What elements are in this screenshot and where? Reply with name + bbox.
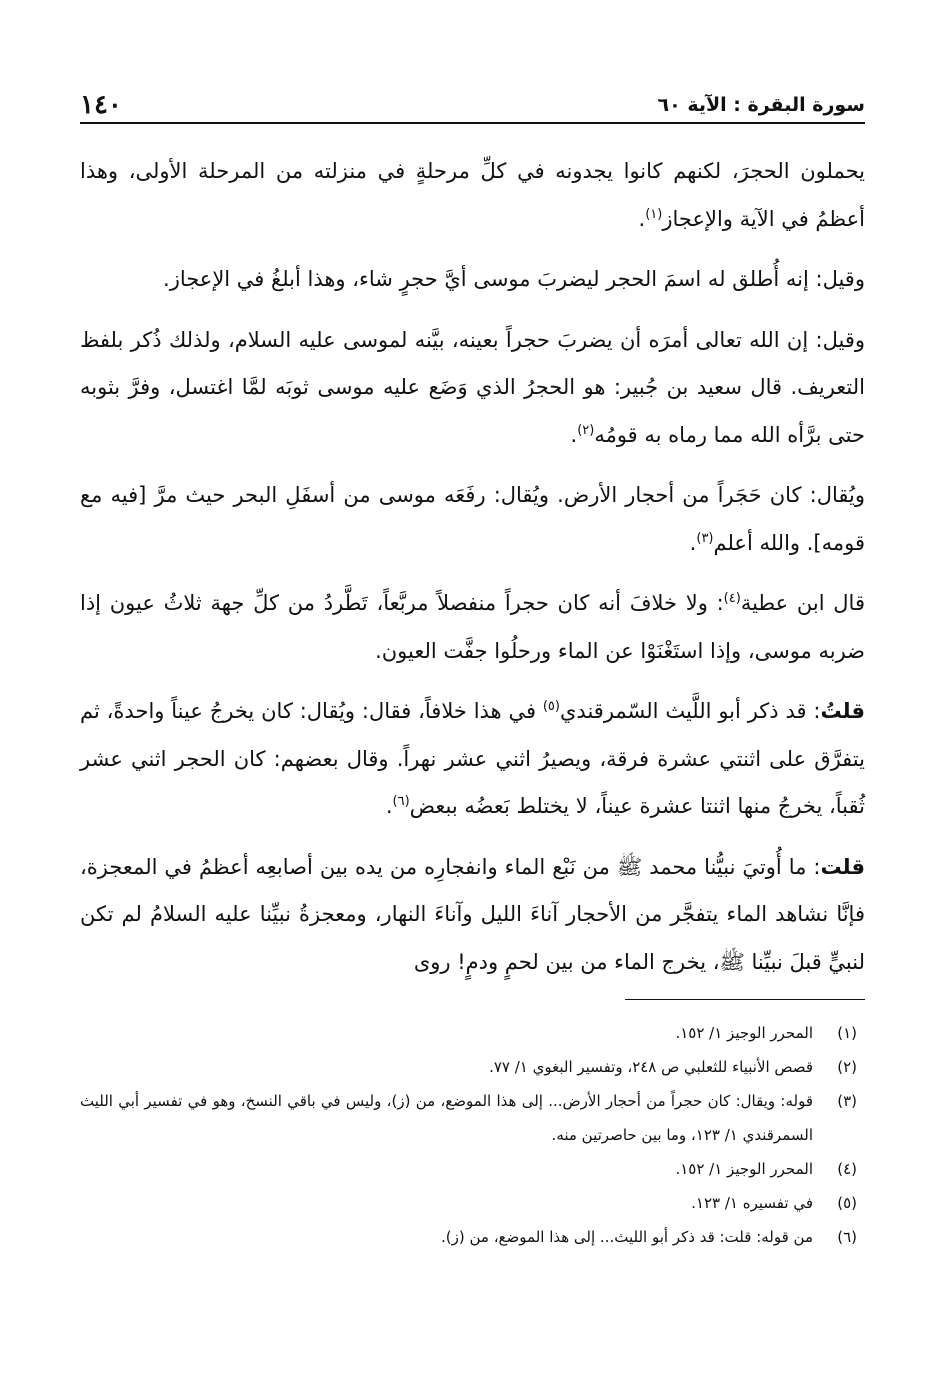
footnote-item	[80, 1084, 865, 1152]
footnote-number: (٤)	[837, 1160, 857, 1178]
footnote-number: (٣)	[837, 1092, 857, 1110]
paragraph-3	[80, 317, 865, 460]
footnote-number: (٢)	[837, 1058, 857, 1076]
footnote-item	[80, 1152, 865, 1186]
page-header	[80, 78, 865, 124]
footnote-ref[interactable]: (٦)	[392, 794, 410, 809]
footnote-number: (٥)	[837, 1194, 857, 1212]
page-number: ١٤٠	[80, 90, 122, 120]
paragraph-tail: : ولا خلافَ أنه كان حجراً منفصلاً مربَّعاً، تَطَّردُ من كلِّ جهة ثلاثُ عيون إذا ضربه موسى، وإذا استَغْنَوْا عن الماء ورحلُوا جفَّت العيون.	[80, 591, 865, 663]
paragraph-text: يحملون الحجرَ، لكنهم كانوا يجدونه في كلِّ مرحلةٍ في منزلته من المرحلة الأولى، وهذا أعظمُ في الآية والإعجاز	[80, 159, 865, 231]
paragraph-tail: .	[570, 422, 578, 447]
paragraph-text: ويُقال: كان حَجَراً من أحجار الأرض. ويُقال: رفَعَه موسى من أسفَلِ البحر حيث مرَّ [فيه مع قومه]. والله أعلم	[80, 483, 865, 555]
paragraph-tail: .	[385, 794, 393, 818]
footnote-number: (٦)	[837, 1228, 857, 1246]
paragraph-2	[80, 256, 865, 304]
footnote-ref[interactable]: (٤)	[723, 591, 741, 606]
footnote-text: قوله: ويقال: كان حجراً من أحجار الأرض... إلى هذا الموضع، من (ز)، وليس في باقي النسخ، وهو في تفسير أبي الليث السمرقندي ١/ ١٢٣، وما بين حاصرتين منه.	[80, 1092, 813, 1144]
paragraph-text: : ما أُوتيَ نبيُّنا محمد ﷺ من نَبْع الماء وانفجارِه من يده بين أصابعِه أعظمُ في المعجزة، فإنَّا نشاهد الماء يتفجَّر من الأحجار آناءَ الليل وآناءَ النهار، ومعجزةُ نبيِّنا عليه السلامُ لم تكن لنبيٍّ قبلَ نبيِّنا ﷺ، يخرج الماء من بين لحمٍ ودمٍ! روى	[80, 854, 865, 974]
main-text	[80, 148, 865, 986]
footnote-text: قصص الأنبياء للثعلبي ص ٢٤٨، وتفسير البغوي ١/ ٧٧.	[489, 1058, 813, 1076]
footnote-ref[interactable]: (٥)	[542, 699, 560, 714]
footnote-ref[interactable]: (١)	[645, 206, 663, 222]
running-title: سورة البقرة : الآية ٦٠	[657, 94, 865, 116]
footnote-item	[80, 1016, 865, 1050]
footnote-item	[80, 1050, 865, 1084]
footnote-ref[interactable]: (٣)	[696, 530, 714, 546]
paragraph-4	[80, 472, 865, 567]
paragraph-text: قال ابن عطية	[740, 591, 865, 615]
paragraph-tail: في هذا خلافاً، فقال: ويُقال: كان يخرجُ عيناً واحدةً، ثم يتفرَّق على اثنتي عشرة فرقة، ويصيرُ اثني عشر نهراً. وقال بعضهم: كان الحجر اثني عشر ثُقباً، يخرجُ منها اثنتا عشرة عيناً، لا يختلط بَعضُه ببعض	[80, 699, 865, 818]
paragraph-lead: قلتُ	[820, 699, 865, 723]
footnote-item	[80, 1186, 865, 1220]
footnote-item	[80, 1220, 865, 1254]
paragraph-tail: .	[638, 206, 646, 231]
footnote-number: (١)	[837, 1024, 857, 1042]
footnote-ref[interactable]: (٢)	[577, 422, 595, 438]
paragraph-6	[80, 688, 865, 831]
footnote-text: المحرر الوجيز ١/ ١٥٢.	[675, 1160, 813, 1178]
paragraph-text: وقيل: إن الله تعالى أمرَه أن يضربَ حجراً بعينه، بيَّنه لموسى عليه السلام، ولذلك ذُكر بلفظ التعريف. قال سعيد بن جُبير: هو الحجرُ الذي وَضَع عليه موسى ثوبَه لمَّا اغتسل، وفرَّ بثوبه حتى برَّأه الله مما رماه به قومُه	[80, 327, 865, 447]
footnote-divider	[625, 999, 865, 1000]
footnote-text: من قوله: قلت: قد ذكر أبو الليث... إلى هذا الموضع، من (ز).	[441, 1228, 813, 1246]
footnotes	[80, 1016, 865, 1254]
paragraph-lead: قلت	[820, 854, 865, 879]
paragraph-text: وقيل: إنه أُطلق له اسمَ الحجر ليضربَ موسى أيَّ حجرٍ شاء، وهذا أبلغُ في الإعجاز.	[163, 267, 865, 291]
footnote-text: المحرر الوجيز ١/ ١٥٢.	[675, 1024, 813, 1042]
paragraph-7	[80, 844, 865, 987]
footnote-text: في تفسيره ١/ ١٢٣.	[691, 1194, 813, 1212]
paragraph-1	[80, 148, 865, 243]
paragraph-5	[80, 580, 865, 675]
paragraph-tail: .	[689, 530, 697, 555]
paragraph-text: : قد ذكر أبو اللَّيث السّمرقندي	[559, 699, 821, 723]
book-page	[80, 78, 865, 1254]
